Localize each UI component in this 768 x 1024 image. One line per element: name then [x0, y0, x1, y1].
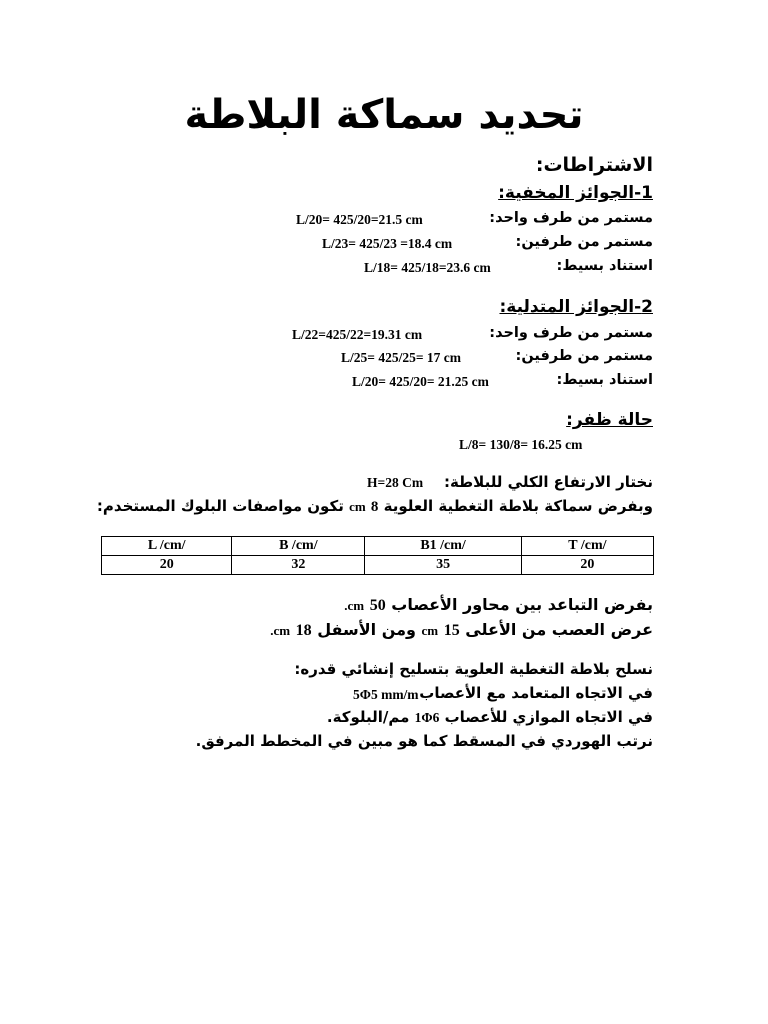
dropped-beams-item-label: مستمر من طرف واحد:: [489, 325, 653, 341]
conditions-heading: الاشتراطات:: [535, 154, 653, 176]
reinforcement-line1: نسلح بلاطة التغطية العلوية بتسليح إنشائي قدره:: [294, 660, 653, 678]
selected-height-label: نختار الارتفاع الكلي للبلاطة:: [443, 473, 653, 491]
table-cell: 35: [365, 556, 522, 575]
hidden-beams-item-label: استناد بسيط:: [556, 258, 653, 274]
hidden-beams-item-value: L/23= 425/23 =18.4 cm: [322, 236, 453, 251]
table-row: [102, 556, 654, 575]
table-header-cell: T /cm/: [521, 537, 653, 556]
hidden-beams-item-label: مستمر من طرفين:: [515, 234, 653, 250]
hidden-beams-item-value: L/20= 425/20=21.5 cm: [296, 212, 423, 227]
table-header-cell: B1 /cm/: [365, 537, 522, 556]
rib-spacing-text: بفرض التباعد بين محاور الأعصاب: [391, 595, 653, 614]
rib-width-number2: 18: [295, 622, 312, 639]
cantilever-value: L/8= 130/8= 16.25 cm: [459, 437, 583, 452]
table-header-row: [102, 537, 654, 556]
dropped-beams-heading: 2-الجوائز المتدلية:: [499, 297, 653, 317]
page-title: تحديد سماكة البلاطة: [184, 92, 584, 138]
dropped-beams-item-value: L/25= 425/25= 17 cm: [341, 350, 462, 365]
reinforcement-line4: نرتب الهوردي في المسقط كما هو مبين في المخطط المرفق.: [195, 732, 653, 750]
hidden-beams-item-value: L/18= 425/18=23.6 cm: [364, 260, 491, 275]
reinforcement-line2-text: في الاتجاه المتعامد مع الأعصاب: [419, 684, 653, 702]
rib-width-line: [270, 620, 653, 640]
rib-spacing-number: 50: [369, 597, 386, 614]
table-cell: 20: [521, 556, 653, 575]
reinforcement-line3: [327, 708, 653, 726]
selected-height-value: H=28 Cm: [367, 475, 424, 490]
dropped-beams-item-label: مستمر من طرفين:: [515, 348, 653, 364]
assumption-suffix: تكون مواصفات البلوك المستخدم:: [96, 497, 344, 515]
hidden-beams-heading: 1-الجوائز المخفية:: [498, 183, 653, 203]
rib-width-text1: عرض العصب من الأعلى: [465, 620, 653, 639]
rib-width-number1: 15: [443, 622, 460, 639]
reinforcement-line3-text2: مم/البلوكة.: [326, 708, 410, 726]
rib-spacing-unit: cm.: [344, 598, 365, 613]
rib-width-text2: ومن الأسفل: [317, 620, 416, 639]
cantilever-heading: حالة ظفر:: [566, 410, 653, 430]
assumption-number: 8: [370, 499, 379, 515]
dropped-beams-item-label: استناد بسيط:: [556, 372, 653, 388]
table-cell: 20: [102, 556, 232, 575]
assumption-unit: cm: [349, 499, 366, 514]
hidden-beams-item-label: مستمر من طرف واحد:: [489, 210, 653, 226]
block-dimensions-table: [101, 536, 654, 575]
rib-width-unit2: cm.: [270, 623, 291, 638]
rib-width-unit1: cm: [421, 623, 439, 638]
dropped-beams-item-value: L/20= 425/20= 21.25 cm: [352, 374, 489, 389]
assumption-prefix: وبفرض سماكة بلاطة التغطية العلوية: [383, 497, 653, 515]
table-header-cell: B /cm/: [232, 537, 365, 556]
assumption-line: [97, 497, 653, 516]
reinforcement-line3-value: 1Φ6: [414, 710, 440, 725]
reinforcement-line2-value: 5Φ5 mm/m: [353, 687, 419, 702]
table-header-cell: L /cm/: [102, 537, 232, 556]
table-cell: 32: [232, 556, 365, 575]
rib-spacing-line: [344, 595, 653, 615]
dropped-beams-item-value: L/22=425/22=19.31 cm: [292, 327, 423, 342]
reinforcement-line3-text1: في الاتجاه الموازي للأعصاب: [444, 708, 653, 726]
reinforcement-line2: [419, 684, 653, 702]
